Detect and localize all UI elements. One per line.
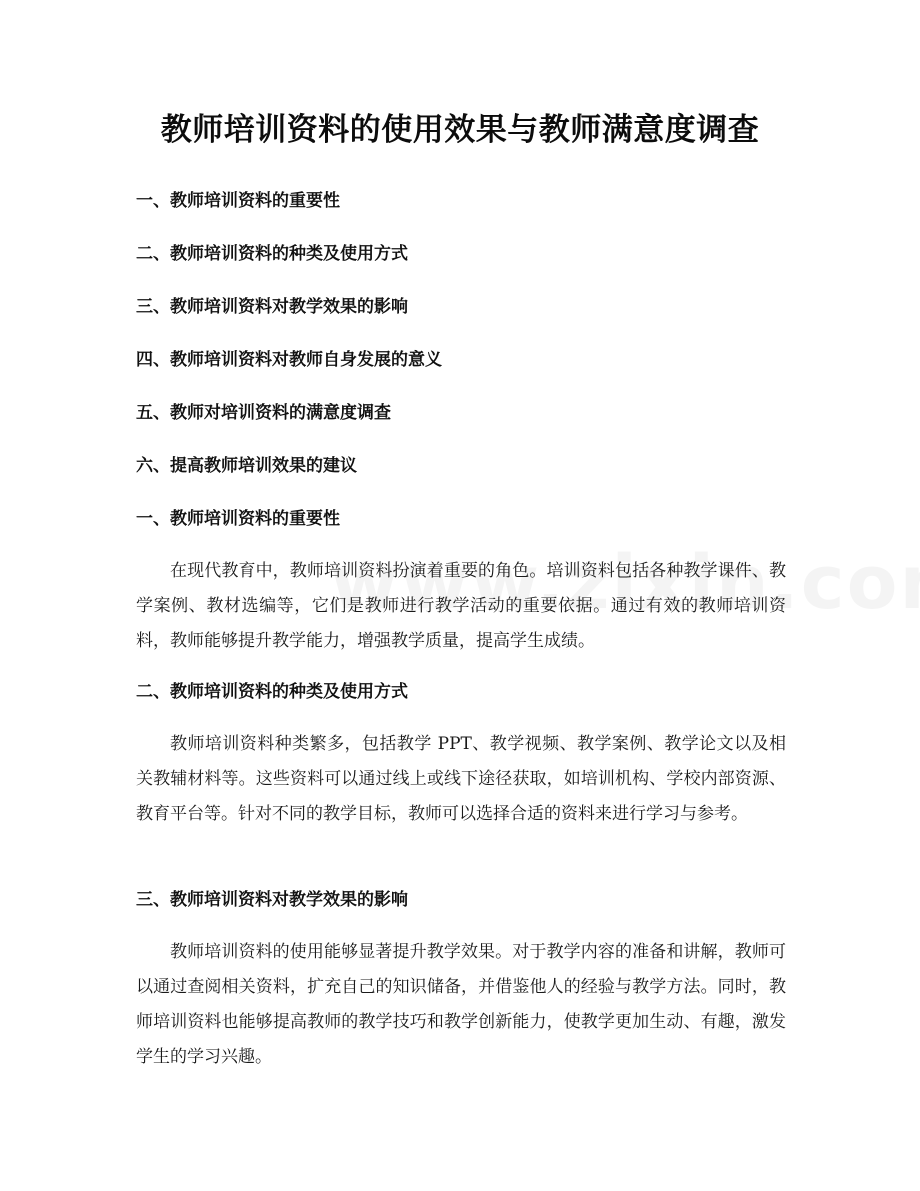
section-paragraph: 在现代教育中，教师培训资料扮演着重要的角色。培训资料包括各种教学课件、教学案例、教材选编等，它们是教师进行教学活动的重要依据。通过有效的教师培训资料，教师能够提升教学能力，增强教学质量，提高学生成绩。 [136,561,786,651]
section-paragraph: 教师培训资料的使用能够显著提升教学效果。对于教学内容的准备和讲解，教师可以通过查阅相关资料，扩充自己的知识储备，并借鉴他人的经验与教学方法。同时，教师培训资料也能够提高教师的教学技巧和教学创新能力，使教学更加生动、有趣，激发学生的学习兴趣。 [136,942,786,1067]
section-heading: 一、教师培训资料的重要性 [136,509,340,529]
section-heading: 三、教师培训资料对教学效果的影响 [136,890,408,910]
toc-item: 二、教师培训资料的种类及使用方式 [136,244,408,264]
section-heading: 二、教师培训资料的种类及使用方式 [136,682,408,702]
toc-item: 五、教师对培训资料的满意度调查 [136,403,391,423]
section-paragraph: 教师培训资料种类繁多，包括教学 PPT、教学视频、教学案例、教学论文以及相关教辅材料等。这些资料可以通过线上或线下途径获取，如培训机构、学校内部资源、教育平台等。针对不同的教学目标，教师可以选择合适的资料来进行学习与参考。 [136,734,786,824]
document-title: 教师培训资料的使用效果与教师满意度调查 [160,112,760,148]
toc-item: 六、提高教师培训效果的建议 [136,456,357,476]
toc-item: 四、教师培训资料对教师自身发展的意义 [136,350,442,370]
toc-item: 三、教师培训资料对教学效果的影响 [136,297,408,317]
toc-item: 一、教师培训资料的重要性 [136,191,340,211]
